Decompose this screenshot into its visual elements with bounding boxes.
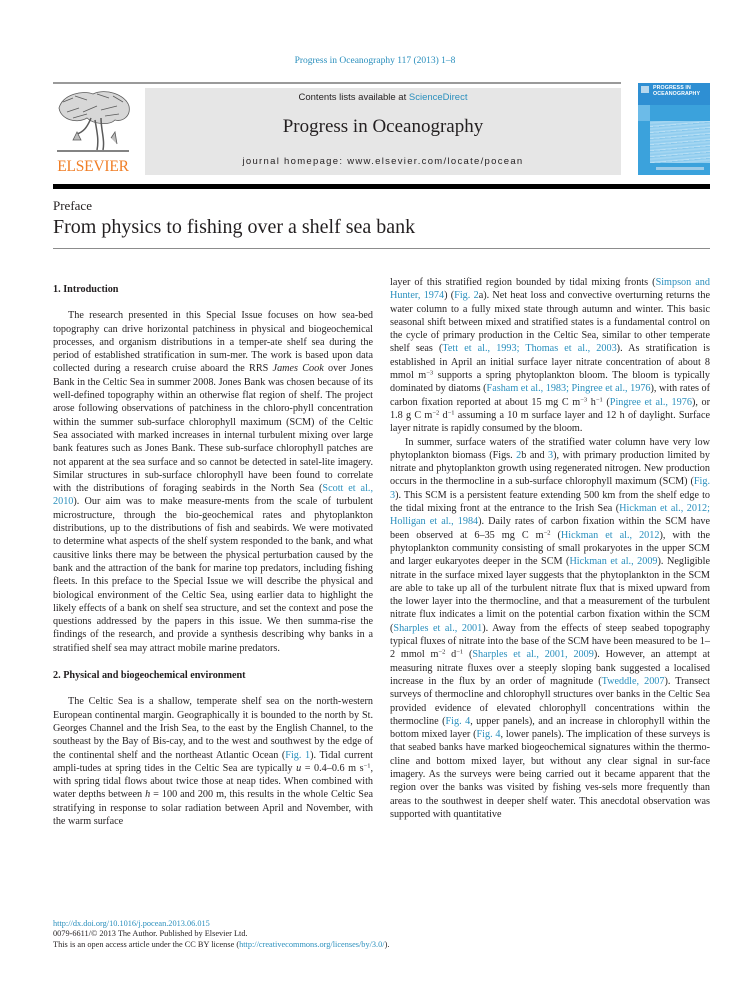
superscript: −1 [456, 648, 464, 656]
math-var: u [296, 762, 302, 774]
article-type: Preface [53, 198, 92, 213]
superscript: −1 [595, 396, 603, 404]
superscript: −2 [543, 529, 551, 537]
text-run: ), with rates of carbon fixation reported at about 15 mg C m [390, 383, 710, 408]
text-run: ), with primary production limited by nitrate and phytoplankton growth using regenerated nitrogen. New production occurs in the thermocline in a sub-surface chlorophyll maximum (SCM) ( [390, 449, 710, 488]
ship-name: James Cook [272, 363, 324, 375]
text-run: assuming a 10 m surface layer and 12 h of daylight. Surface layer nitrate is rapidly consumed by the bloom. [390, 409, 710, 435]
text-run: , upper panels), and an increase in chlorophyll within the bottom mixed layer ( [390, 715, 711, 741]
journal-masthead [145, 88, 621, 175]
cover-footer-band [656, 167, 704, 170]
journal-title: Progress in Oceanography [282, 116, 484, 137]
superscript: −2 [438, 648, 446, 656]
text-run: = 100 and 200 m, this results in the whole Celtic Sea stratifying in response to solar radiation between April and November, with the warm surface [53, 789, 373, 827]
superscript: −2 [432, 409, 440, 417]
text-run: layer of this stratified region bounded by tidal mixing fronts ( [390, 277, 656, 288]
license-link[interactable]: http://creativecommons.org/licenses/by/3.0/ [239, 939, 385, 949]
text-run: h [587, 396, 596, 408]
environment-paragraph [53, 695, 373, 828]
figure-link[interactable]: Fig. 1 [285, 749, 311, 761]
figure-link[interactable]: Fig. 4 [445, 715, 471, 727]
text-run: ). Away from the effects of steep seabed topography typical fluxes of nitrate into the base of the SCM have been measured to be 1–2 mmol m [390, 622, 710, 661]
text-run: supports a spring phytoplankton bloom. The bloom is typically dominated by diatoms ( [390, 370, 710, 395]
license-line [53, 940, 389, 950]
cover-title-line1: PROGRESS IN [653, 85, 691, 91]
citation-link[interactable]: Sharples et al., 2001 [393, 622, 483, 634]
journal-cover-thumbnail[interactable] [638, 83, 710, 175]
cover-elsevier-icon [641, 86, 649, 93]
text-run: d [439, 409, 448, 421]
sciencedirect-link[interactable]: ScienceDirect [408, 92, 468, 103]
citation-link[interactable]: Tweddle, 2007 [601, 675, 665, 687]
doi-link[interactable]: http://dx.doi.org/10.1016/j.pocean.2013.06.015 [53, 919, 210, 928]
text-run: ). However, an attempt at measuring nitrate fluxes over a steeply sloping bank suggested a localised increase in the flux by an order of magnitude ( [390, 649, 711, 687]
text-run: ), or 1.8 g C m [390, 396, 710, 421]
text-run: = 0.4–0.6 m s [301, 762, 364, 774]
text-run: ). Negligible nitrate in the surface mixed layer suggests that the phytoplankton in the SCM are able to take up all of the turbulent nitrate flux that is mixed upward from the lower layer into the thermocline, and that a measurement of the turbulent nitrate flux indicates a limit on the potential carbon fixation within the SCM ( [390, 556, 710, 634]
superscript: −3 [580, 396, 588, 404]
page-footer [53, 919, 389, 950]
text-run: d [445, 649, 457, 661]
text-run: ( [463, 649, 473, 661]
right-column [390, 276, 710, 821]
left-column [53, 283, 373, 828]
text-run: , with spring tidal flows about twice those at neap tides. When combined with water depths between [53, 762, 374, 801]
text-run: The Celtic Sea is a shallow, temperate shelf sea on the north-western European continental margin. Geographically it is bounded to the north by St. Georges Channel and the Irish Sea, to the east by the English Channel, to the southeast by the Bay of Bis-cay, and to the west and southwest by the edge of the continental shelf and the northeast Atlantic Ocean ( [53, 696, 373, 761]
citation-link[interactable]: Hickman et al., 2012; Holligan et al., 1984 [390, 503, 710, 528]
journal-citation-link[interactable]: Progress in Oceanography 117 (2013) 1–8 [294, 56, 456, 66]
citation-link[interactable]: Pingree et al., 1976 [609, 396, 692, 408]
citation-link[interactable]: Tett et al., 1993; Thomas et al., 2003 [442, 343, 617, 355]
figure-link[interactable]: 2 [516, 449, 522, 461]
text-run: ). Our aim was to make measure-ments from the scale of turbulent microstructure, through the bio-geochemical rates and phytoplankton distributions, up to the distributions of fish and seabirds. We were motivated to determine what aspects of the shelf system responded to the bank, and what causitive links there may be between the physical perturbation caused by the bank and the attraction of the bank for marine top predators, including fishing fleets. In this preface to the Special Issue we will describe the physical and biological environment of the Celtic Sea, using earlier data to highlight the likely effects of a bank on shelf sea structure, and set the context and pose the questions addressed by the papers in this issue. We then summa-rise the findings of the research, and provide a synthesis describing why banks in a stratified shelf sea may attract mobile marine predators. [53, 496, 373, 654]
figure-link[interactable]: 3 [548, 449, 554, 461]
text-run: ( [602, 396, 610, 408]
citation-link[interactable]: Fasham et al., 1983; Pingree et al., 1976 [486, 383, 651, 395]
text-run: b and [521, 449, 549, 461]
text-run: ( [550, 529, 561, 541]
text-run: ). As stratification is established in April an initial surface layer nitrate concentration of about 8 mmol m [390, 343, 710, 382]
elsevier-wordmark: ELSEVIER [57, 158, 129, 175]
math-var: h [145, 789, 151, 801]
citation-link[interactable]: Scott et al., 2010 [53, 483, 374, 508]
cover-side-block [638, 105, 650, 121]
text-run: a). Net heat loss and convective overturning returns the water column to a fully mixed state through autumn and winter. This basic seasonal shift between mixed and stratified states is a fundamental control on the cycle of primary production in the Celtic Sea, similar to other temperate shelf seas ( [390, 290, 711, 355]
homepage-url-link[interactable]: www.elsevier.com/locate/pocean [347, 156, 524, 167]
section-heading-introduction: 1. Introduction [53, 284, 119, 295]
text-run: ). Tidal current ampli-tudes at spring tides in the Celtic Sea are typically [53, 749, 374, 774]
license-prefix: This is an open access article under the CC BY license ( [53, 939, 240, 949]
text-run: ). This SCM is a persistent feature extending 500 km from the shelf edge to the tidal mixing front at the entrance to the Irish Sea ( [390, 489, 710, 515]
text-run: The research presented in this Special Issue focuses on how sea-bed topography can drive horizontal patchiness in physical and biogeochemical processes, and organism distributions in a temper-ate shelf sea during the period of established stratification in sum-mer. The work is based upon data collected during a research cruise aboard the RRS [53, 310, 373, 375]
masthead-bottom-rule [53, 184, 710, 189]
masthead-top-rule [53, 82, 621, 84]
continued-paragraph [390, 276, 710, 436]
homepage-prefix: journal homepage: [242, 156, 348, 167]
figure-link[interactable]: Fig. 4 [476, 729, 501, 741]
citation-link[interactable]: Hickman et al., 2012 [560, 529, 660, 541]
article-title: From physics to fishing over a shelf sea bank [53, 216, 416, 238]
cover-sea-image [650, 121, 710, 163]
cover-title [653, 86, 700, 97]
text-run: ). Transect surveys of thermocline and chlorophyll structures over banks in the Celtic Sea provided evidence of elevated chlorophyll concentrations within the thermocline ( [390, 675, 710, 727]
contents-line [145, 92, 621, 103]
citation-link[interactable]: Hickman et al., 2009 [569, 556, 658, 568]
summer-paragraph [390, 436, 710, 822]
section-heading-environment: 2. Physical and biogeochemical environment [53, 670, 246, 682]
figure-link[interactable]: Fig. 2 [454, 290, 479, 302]
cover-title-line2: OCEANOGRAPHY [653, 90, 701, 97]
elsevier-tree-icon [53, 88, 133, 156]
superscript: −3 [426, 369, 434, 377]
citation-link[interactable]: Sharples et al., 2001, 2009 [472, 649, 594, 661]
text-run: ) ( [444, 290, 455, 302]
contents-prefix: Contents lists available at [298, 92, 409, 103]
text-run: ), with the phytoplankton community consisting of small prokaryotes in the upper SCM and larger eukaryotes deeper in the SCM ( [390, 529, 710, 568]
text-run: over Jones Bank in the Celtic Sea in summer 2008. Jones Bank was chosen because of its well-defined topography within an otherwise flat region of shelf. The project arose following observations of patchiness in the chloro-phyll concentration within the summer sub-surface chlorophyll maximum (SCM) of the Celtic Sea associated with marked increases in internal turbulent mixing over large bank features such as Jones Bank. These sub-surface chlorophyll patches are not apparent at the sea surface and so cannot be detected in satel-lite imagery. Similar structures in sub-surface chlorophyll have been found to correlate with the distributions of foraging seabirds in the North Sea ( [53, 363, 374, 495]
elsevier-logo[interactable] [53, 88, 133, 175]
text-run: In summer, surface waters of the stratified water column have very low phytoplankton biomass (Figs. [390, 436, 710, 461]
journal-homepage [145, 156, 621, 167]
citation-link[interactable]: Simpson and Hunter, 1974 [390, 277, 710, 302]
text-run: ). Daily rates of carbon fixation within the SCM have been observed at 6–35 mg C m [390, 516, 710, 541]
superscript: −1 [363, 762, 371, 770]
intro-paragraph [53, 309, 373, 655]
text-run: , lower panels). The implication of these surveys is that seabed banks have marked biogeochemical signatures within the thermo-cline and bottom mixed layer, but without any clear signal in sur-face imagery. As the surveys were being carried out it became apparent that the region over the banks was visited by fishing ves-sels more frequently than areas to the southwest in deeper shelf water. This anecdotal observation was supported with quantitative [390, 729, 710, 820]
figure-link[interactable]: Fig. 3 [390, 476, 710, 501]
copyright-line: 0079-6611/© 2013 The Author. Published by Elsevier Ltd. [53, 929, 248, 939]
title-rule [53, 248, 710, 249]
license-suffix: ). [384, 939, 390, 949]
superscript: −1 [447, 409, 455, 417]
